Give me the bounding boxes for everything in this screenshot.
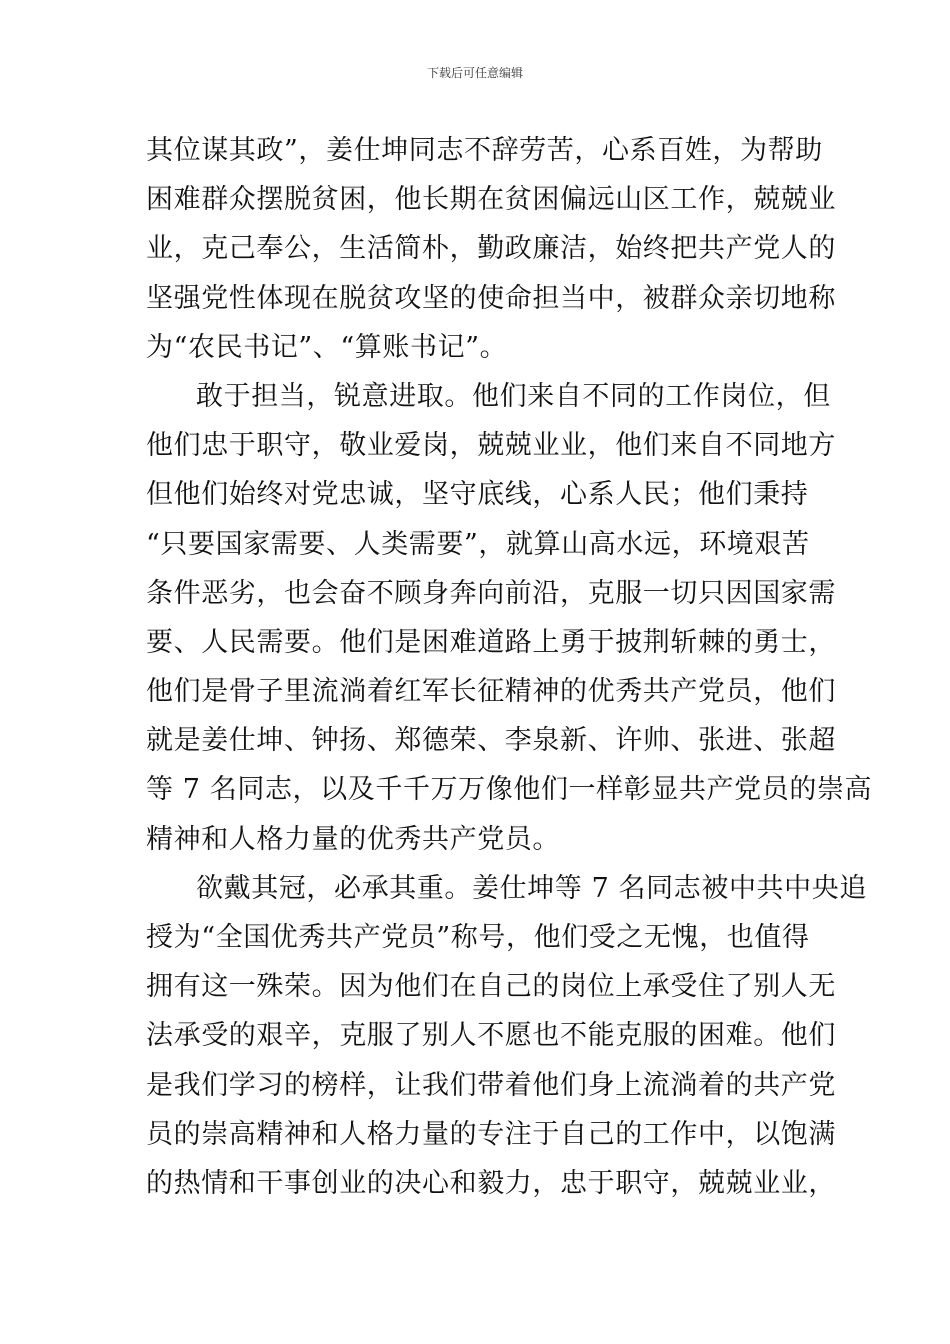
text-line: 法承受的艰辛，克服了别人不愿也不能克服的困难。他们 (146, 1020, 836, 1052)
text-line: 他们是骨子里流淌着红军长征精神的优秀共产党员，他们 (146, 676, 836, 708)
document-body (146, 126, 873, 1208)
text-line: 坚强党性体现在脱贫攻坚的使命担当中，被群众亲切地称 (146, 282, 836, 314)
paragraph-start-line: 欲戴其冠，必承其重。姜仕坤等 7 名同志被中共中央追 (196, 872, 867, 904)
text-line: 精神和人格力量的优秀共产党员。 (146, 823, 560, 855)
text-line: 员的崇高精神和人格力量的专注于自己的工作中，以饱满 (146, 1118, 836, 1150)
text-line: 困难群众摆脱贫困，他长期在贫困偏远山区工作，兢兢业 (146, 184, 836, 216)
text-line: “只要国家需要、人类需要”，就算山高水远，环境艰苦 (146, 528, 810, 560)
text-line: 是我们学习的榜样，让我们带着他们身上流淌着的共产党 (146, 1069, 836, 1101)
text-line: 拥有这一殊荣。因为他们在自己的岗位上承受住了别人无 (146, 971, 836, 1003)
text-line: 授为“全国优秀共产党员”称号，他们受之无愧，也值得 (146, 922, 810, 953)
text-line: 其位谋其政”，姜仕坤同志不辞劳苦，心系百姓，为帮助 (146, 135, 823, 166)
text-line: 等 7 名同志，以及千千万万像他们一样彰显共产党员的崇高 (146, 774, 873, 806)
text-line: 就是姜仕坤、钟扬、郑德荣、李泉新、许帅、张进、张超 (146, 725, 836, 757)
text-line: 条件恶劣，也会奋不顾身奔向前沿，克服一切只因国家需 (146, 577, 836, 609)
text-line: 业，克己奉公，生活简朴，勤政廉洁，始终把共产党人的 (146, 233, 836, 265)
text-line: 要、人民需要。他们是困难道路上勇于披荆斩棘的勇士， (146, 626, 836, 658)
text-line: 为“农民书记”、“算账书记”。 (146, 331, 508, 363)
text-line: 的热情和干事创业的决心和毅力，忠于职守，兢兢业业， (146, 1167, 836, 1199)
page-header: 下载后可任意编辑 (426, 66, 523, 80)
text-line: 他们忠于职守，敬业爱岗，兢兢业业，他们来自不同地方 (146, 430, 836, 462)
text-line: 但他们始终对党忠诚，坚守底线，心系人民；他们秉持 (146, 479, 809, 511)
paragraph-start-line: 敢于担当，锐意进取。他们来自不同的工作岗位，但 (196, 380, 831, 412)
